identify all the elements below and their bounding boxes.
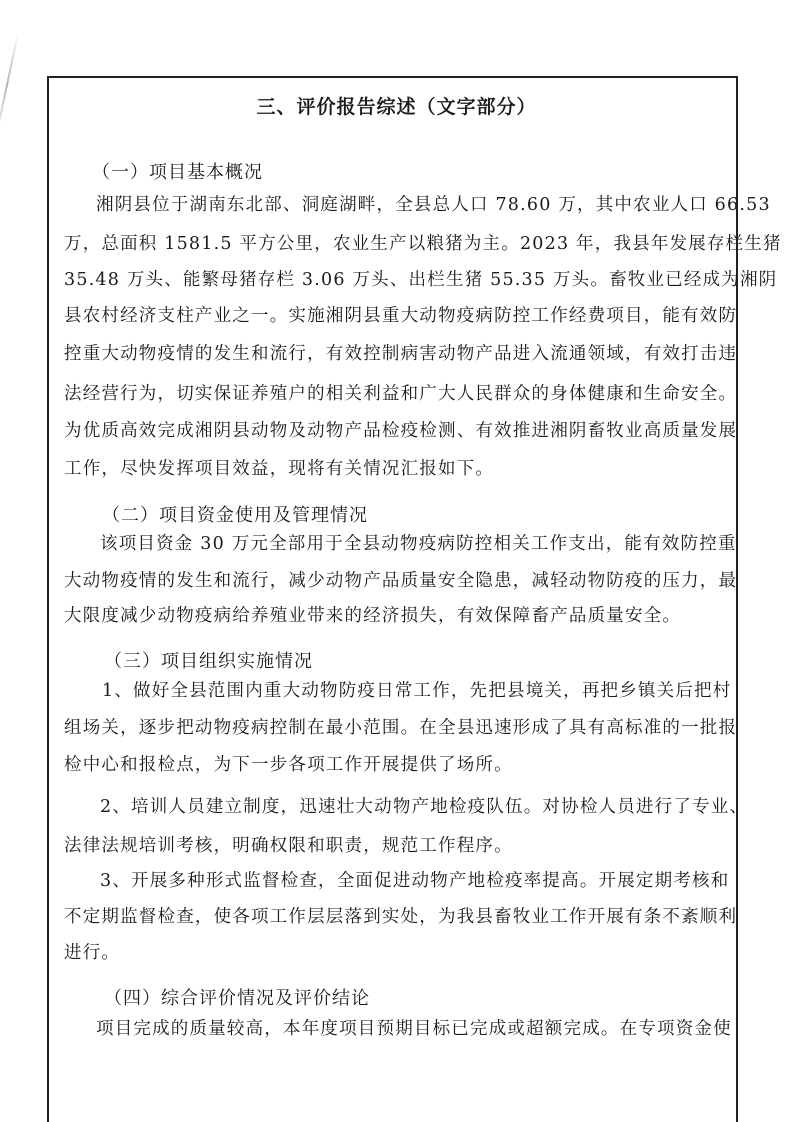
paragraph-line: 进行。 [64, 943, 121, 963]
paragraph-line: 法律法规培训考核，明确权限和职责，规范工作程序。 [64, 836, 513, 856]
section-heading-4: （四）综合评价情况及评价结论 [104, 988, 370, 1009]
paragraph-line: 大限度减少动物疫病给养殖业带来的经济损失，有效保障畜产品质量安全。 [64, 606, 682, 626]
paragraph-line: 湘阴县位于湖南东北部、洞庭湖畔，全县总人口 78.60 万，其中农业人口 66.53 [96, 195, 771, 215]
section-heading-3: （三）项目组织实施情况 [104, 651, 313, 672]
page-title: 三、评价报告综述（文字部分） [256, 96, 537, 118]
paragraph-line: 该项目资金 30 万元全部用于全县动物疫病防控相关工作支出，能有效防控重 [100, 534, 737, 554]
paragraph-line: 35.48 万头、能繁母猪存栏 3.06 万头、出栏生猪 55.35 万头。畜牧业已经成为湘阴 [64, 270, 778, 290]
paragraph-line: 组场关，逐步把动物疫病控制在最小范围。在全县迅速形成了具有高标准的一批报 [64, 718, 738, 738]
paragraph-line: 项目完成的质量较高，本年度项目预期目标已完成或超额完成。在专项资金使 [96, 1019, 732, 1039]
paragraph-line: 县农村经济支柱产业之一。实施湘阴县重大动物疫病防控工作经费项目，能有效防 [64, 306, 738, 326]
paragraph-line: 1、做好全县范围内重大动物防疫日常工作，先把县境关，再把乡镇关后把村 [102, 681, 732, 701]
paragraph-line: 万，总面积 1581.5 平方公里，农业生产以粮猪为主。2023 年，我县年发展存栏生猪 [64, 234, 782, 254]
paragraph-line: 3、开展多种形式监督检查，全面促进动物产地检疫率提高。开展定期考核和 [100, 871, 730, 891]
paragraph-line: 工作，尽快发挥项目效益，现将有关情况汇报如下。 [64, 459, 495, 479]
paragraph-line: 大动物疫情的发生和流行，减少动物产品质量安全隐患，减轻动物防疫的压力，最 [64, 571, 738, 591]
paragraph-line: 控重大动物疫情的发生和流行，有效控制病害动物产品进入流通领域，有效打击违 [64, 344, 738, 364]
paragraph-line: 2、培训人员建立制度，迅速壮大动物产地检疫队伍。对协检人员进行了专业、 [100, 797, 749, 817]
section-heading-1: （一）项目基本概况 [92, 162, 263, 183]
section-heading-2: （二）项目资金使用及管理情况 [102, 505, 368, 526]
paragraph-line: 法经营行为，切实保证养殖户的相关利益和广大人民群众的身体健康和生命安全。 [64, 384, 738, 404]
paragraph-line: 检中心和报检点，为下一步各项工作开展提供了场所。 [64, 755, 513, 775]
scan-edge-mark [0, 31, 19, 139]
paragraph-line: 不定期监督检查，使各项工作层层落到实处，为我县畜牧业工作开展有条不紊顺利 [64, 907, 738, 927]
paragraph-line: 为优质高效完成湘阴县动物及动物产品检疫检测、有效推进湘阴畜牧业高质量发展 [64, 421, 738, 441]
